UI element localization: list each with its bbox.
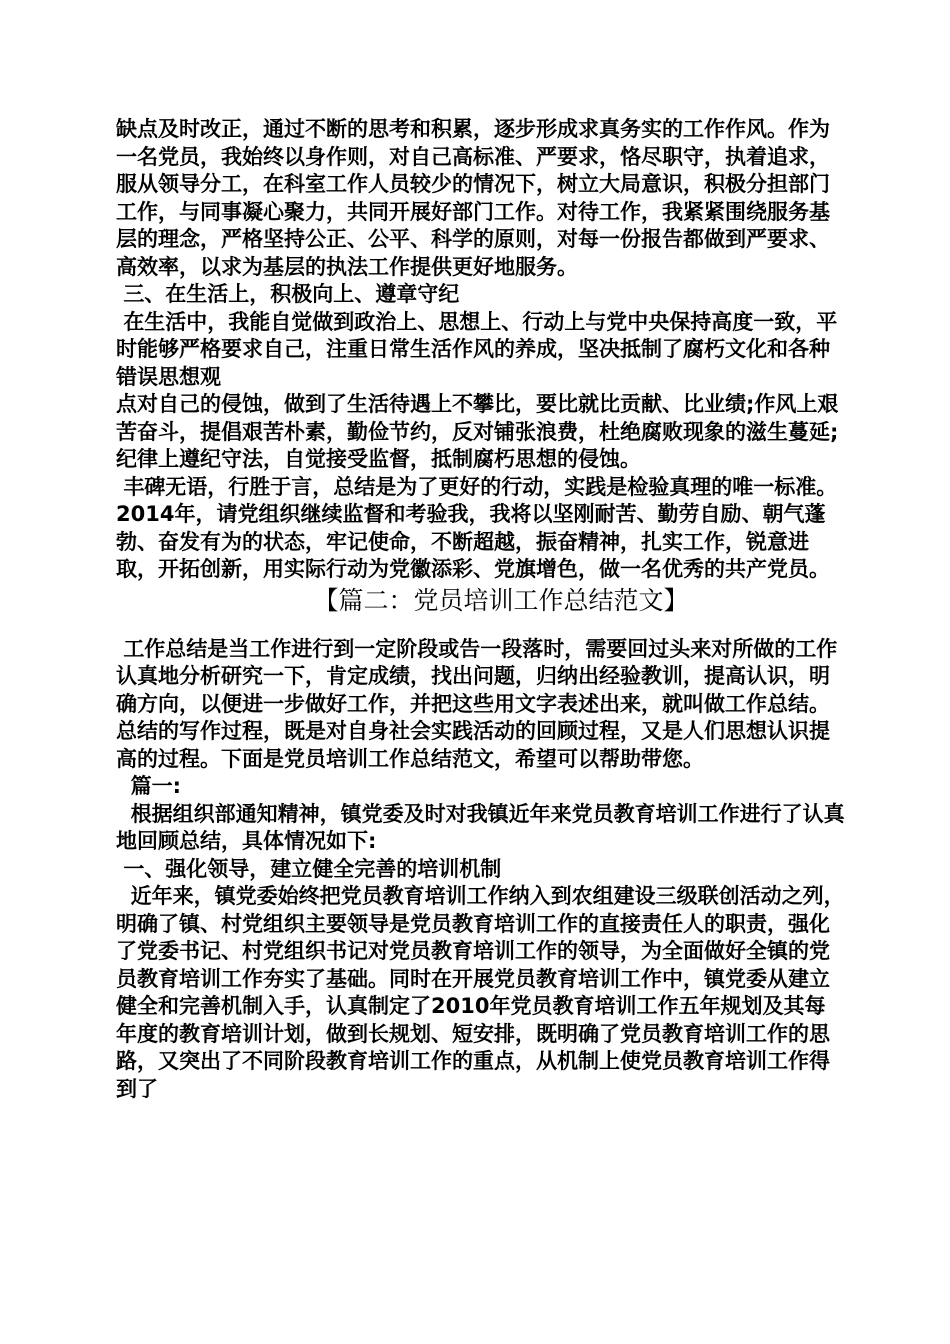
- document-body: [116, 116, 846, 1103]
- section-heading: 一、强化领导，建立健全完善的培训机制: [116, 856, 502, 881]
- paragraph: 点对自己的侵蚀，做到了生活待遇上不攀比，要比就比贡献、比业绩;作风上艰苦奋斗，提倡艰苦朴素，勤俭节约，反对铺张浪费，杜绝腐败现象的滋生蔓延;纪律上遵纪守法，自觉接受监督，抵制腐朽思想的侵蚀。: [116, 392, 839, 471]
- section-heading: 三、在生活上，积极向上、遵章守纪: [116, 282, 460, 306]
- paragraph: 根据组织部通知精神，镇党委及时对我镇近年来党员教育培训工作进行了认真地回顾总结，具体情况如下:: [116, 801, 845, 853]
- paragraph: 工作总结是当工作进行到一定阶段或告一段落时，需要回过头来对所做的工作认真地分析研究一下，肯定成绩，找出问题，归纳出经验教训，提高认识，明确方向，以便进一步做好工作，并把这些用文字表述出来，就叫做工作总结。总结的写作过程，既是对自身社会实践活动的回顾过程，又是人们思想认识提高的过程。下面是党员培训工作总结范文，希望可以帮助带您。: [116, 636, 838, 771]
- paragraph: 丰碑无语，行胜于言，总结是为了更好的行动，实践是检验真理的唯一标准。2014年，请党组织继续监督和考验我，我将以坚刚耐苦、勤劳自励、朝气蓬勃、奋发有为的状态，牢记使命，不断超越，振奋精神，扎实工作，锐意进取，开拓创新，用实际行动为党徽添彩、党旗增色，做一名优秀的共产党员。: [116, 474, 838, 581]
- paragraph: 近年来，镇党委始终把党员教育培训工作纳入到农组建设三级联创活动之列，明确了镇、村党组织主要领导是党员教育培训工作的直接责任人的职责，强化了党委书记、村党组织书记对党员教育培训工作的领导，为全面做好全镇的党员教育培训工作夯实了基础。同时在开展党员教育培训工作中，镇党委从建立健全和完善机制入手，认真制定了2010年党员教育培训工作五年规划及其每年度的教育培训计划，做到长规划、短安排，既明确了党员教育培训工作的思路，又突出了不同阶段教育培训工作的重点，从机制上使党员教育培训工作得到了: [116, 884, 845, 1101]
- subsection-label: 篇一:: [116, 774, 182, 798]
- article-title: 【篇二：党员培训工作总结范文】: [313, 585, 689, 615]
- paragraph: 缺点及时改正，通过不断的思考和积累，逐步形成求真务实的工作作风。作为一名党员，我始终以身作则，对自己高标准、严要求，恪尽职守，执着追求，服从领导分工，在科室工作人员较少的情况下，树立大局意识，积极分担部门工作，与同事凝心聚力，共同开展好部门工作。对待工作，我紧紧围绕服务基层的理念，严格坚持公正、公平、科学的原则，对每一份报告都做到严要求、高效率，以求为基层的执法工作提供更好地服务。: [116, 117, 830, 279]
- paragraph: 在生活中，我能自觉做到政治上、思想上、行动上与党中央保持高度一致，平时能够严格要求自己，注重日常生活作风的养成，坚决抵制了腐朽文化和各种错误思想观: [116, 309, 838, 389]
